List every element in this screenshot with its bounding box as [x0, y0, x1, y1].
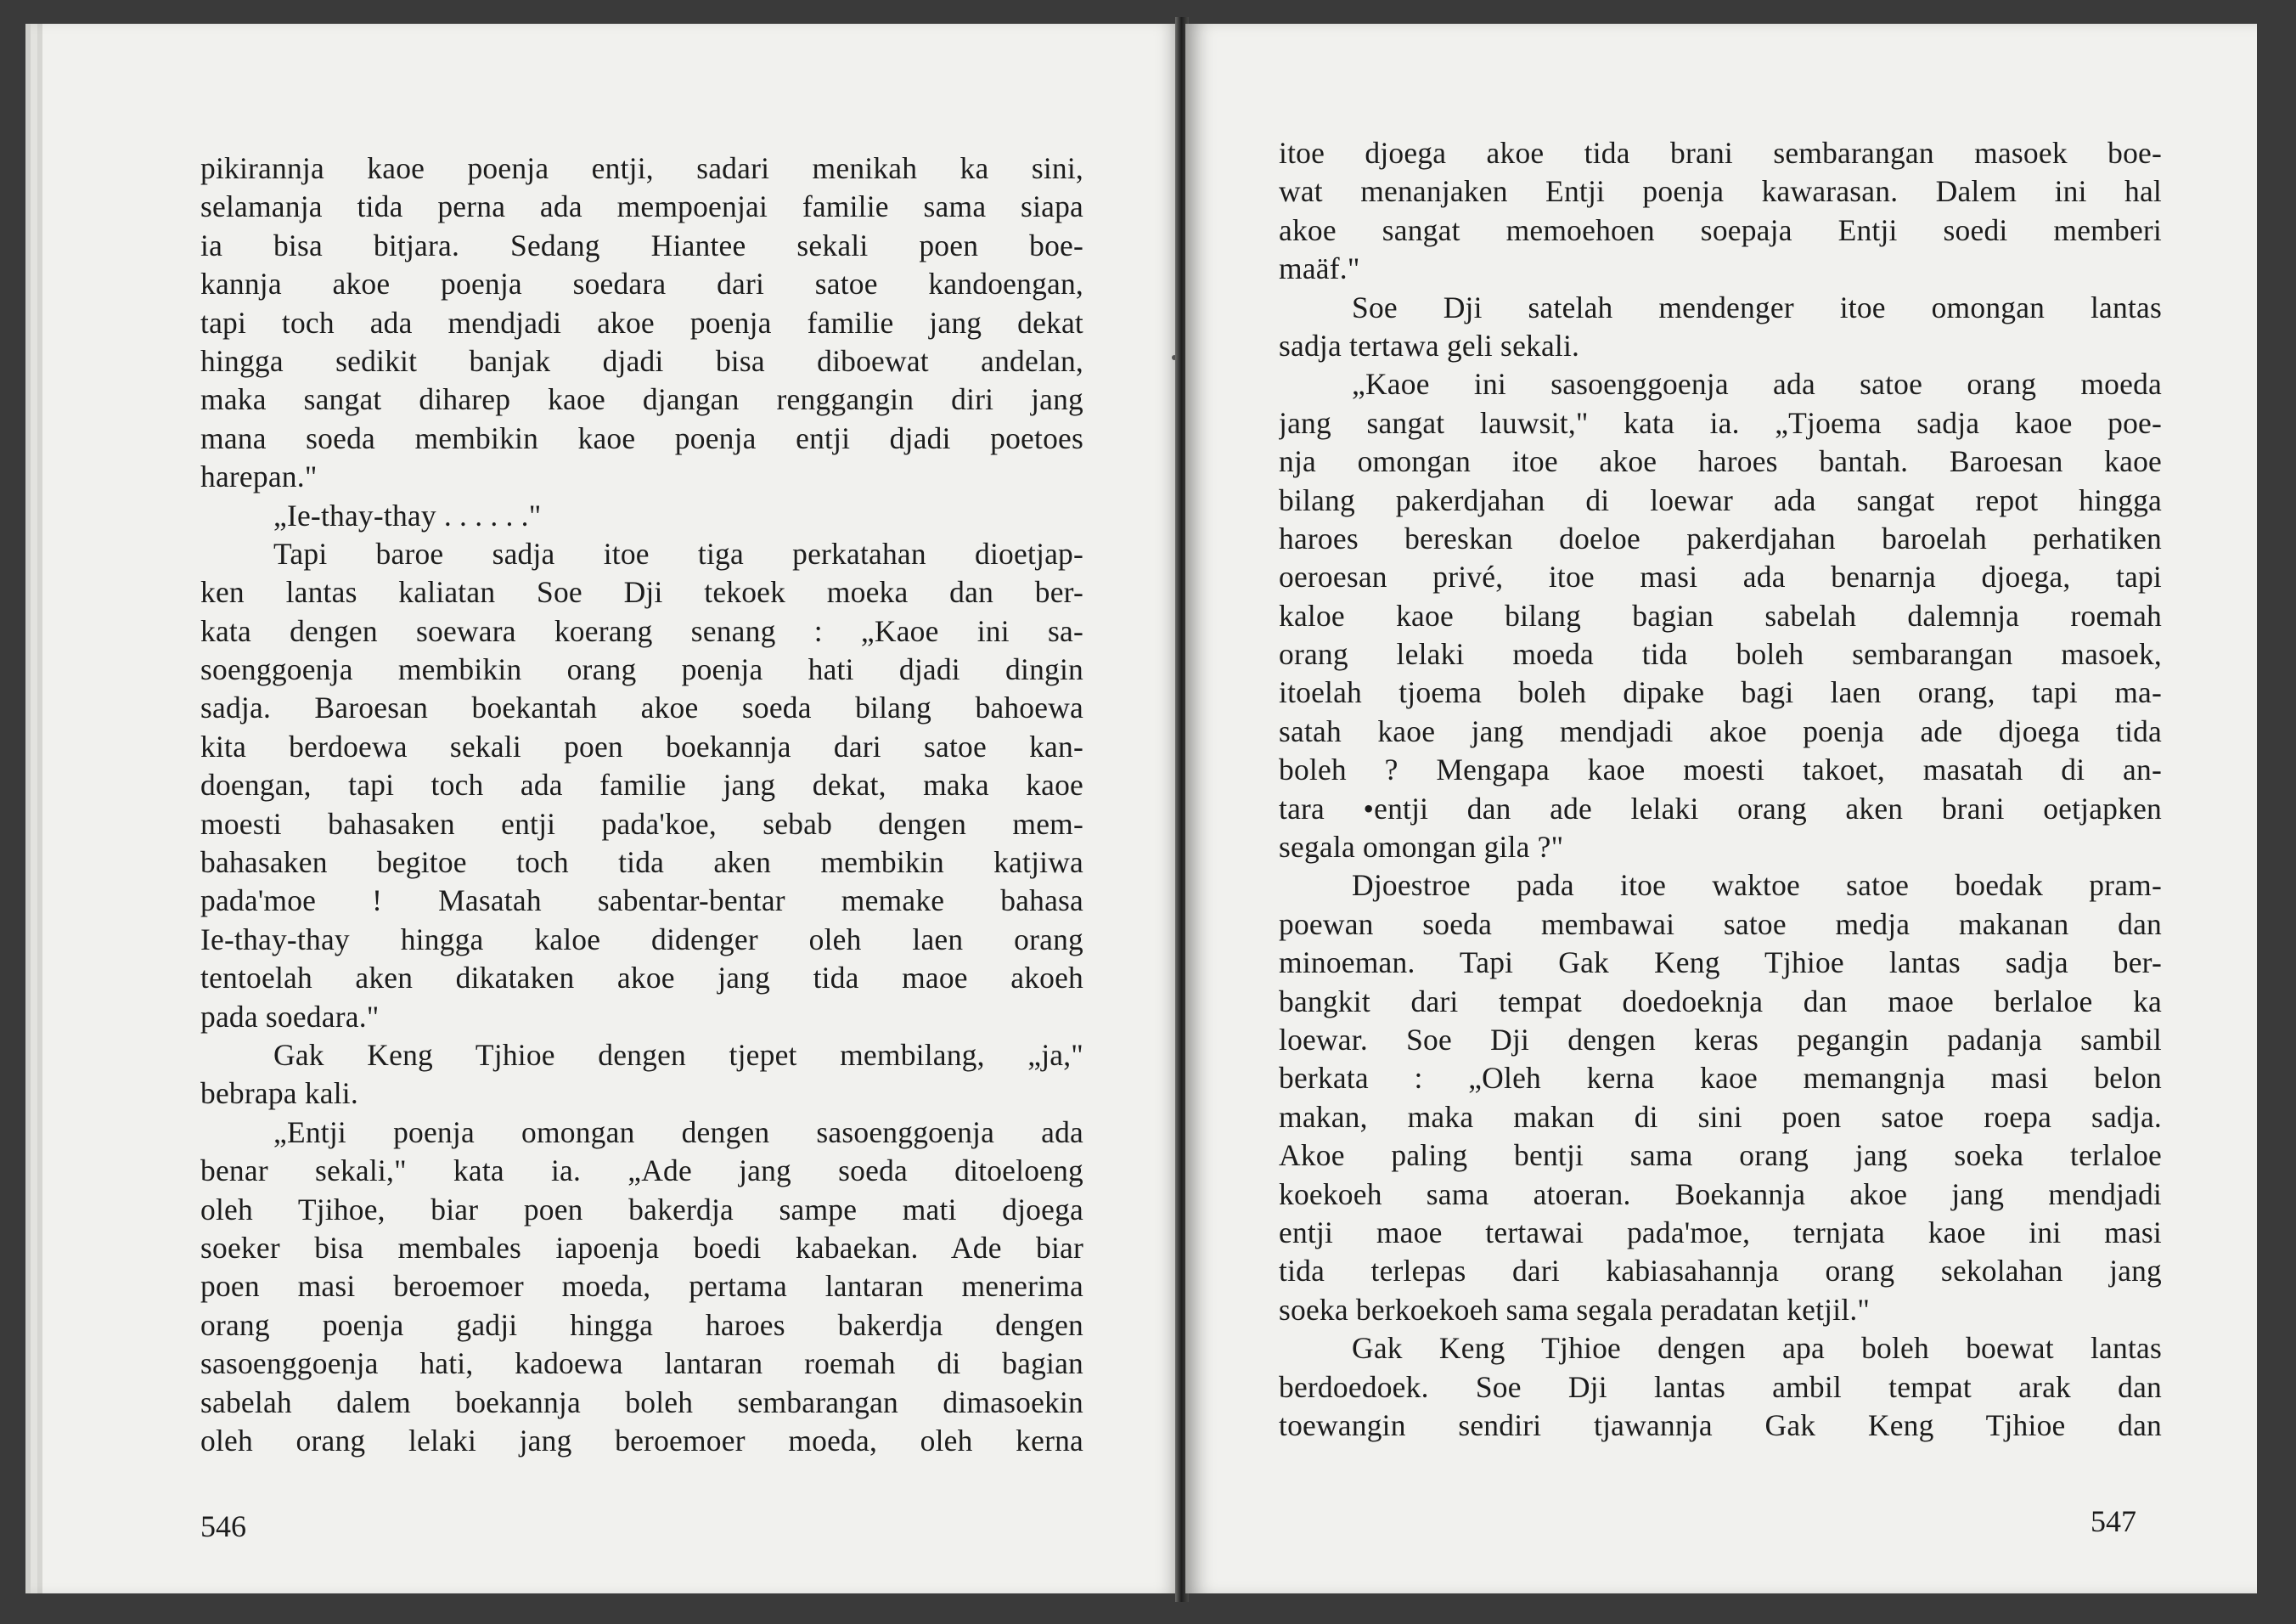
text-line: koekoeh sama atoeran. Boekannja akoe jang mendjadi	[1279, 1176, 2162, 1211]
text-line: „Ie-thay-thay . . . . . ."	[273, 498, 542, 533]
text-line: harepan."	[200, 460, 318, 494]
text-line: Tapi baroe sadja itoe tiga perkatahan dioetjap-	[273, 536, 1083, 571]
text-line: Akoe paling bentji sama orang jang soeka terlaloe	[1279, 1138, 2162, 1173]
text-line: minoeman. Tapi Gak Keng Tjhioe lantas sadja ber-	[1279, 945, 2162, 980]
right-page	[1185, 24, 2257, 1593]
text-line: pada'moe ! Masatah sabentar-bentar memake bahasa	[200, 883, 1083, 918]
text-line: tapi toch ada mendjadi akoe poenja familie jang dekat	[200, 305, 1083, 340]
text-line: tara •entji dan ade lelaki orang aken brani oetjapken	[1279, 791, 2162, 826]
text-line: Ie-thay-thay hingga kaloe didenger oleh laen orang	[200, 922, 1083, 956]
text-line: maäf."	[1279, 251, 1360, 286]
text-line: bahasaken begitoe toch tida aken membikin katjiwa	[200, 845, 1083, 880]
text-line: haroes bereskan doeloe pakerdjahan baroelah perhatiken	[1279, 521, 2162, 555]
text-line: ia bisa bitjara. Sedang Hiantee sekali poen boe-	[200, 228, 1083, 262]
right-page-number: 547	[2091, 1504, 2136, 1538]
text-line: bebrapa kali.	[200, 1076, 358, 1111]
text-line: „Kaoe ini sasoenggoenja ada satoe orang moeda	[1352, 367, 2162, 402]
text-line: tida terlepas dari kabiasahannja orang sekolahan jang	[1279, 1254, 2162, 1288]
text-line: selamanja tida perna ada mempoenjai familie sama siapa	[200, 189, 1083, 224]
text-line: boleh ? Mengapa kaoe moesti takoet, masatah di an-	[1279, 753, 2162, 787]
text-line: moesti bahasaken entji pada'koe, sebab dengen mem-	[200, 806, 1083, 841]
text-line: sadja tertawa geli sekali.	[1279, 328, 1580, 363]
text-line: jang sangat lauwsit," kata ia. „Tjoema sadja kaoe poe-	[1279, 405, 2162, 440]
text-line: oleh Tjihoe, biar poen bakerdja sampe mati djoega	[200, 1192, 1083, 1226]
text-line: satah kaoe jang mendjadi akoe poenja ade djoega tida	[1279, 713, 2162, 748]
text-line: soeker bisa membales iapoenja boedi kabaekan. Ade biar	[200, 1230, 1083, 1265]
text-line: Gak Keng Tjhioe dengen apa boleh boewat lantas	[1352, 1331, 2162, 1366]
text-line: tentoelah aken dikataken akoe jang tida maoe akoeh	[200, 961, 1083, 995]
text-line: toewangin sendiri tjawannja Gak Keng Tjhioe dan	[1279, 1407, 2162, 1442]
text-line: berdoedoek. Soe Dji lantas ambil tempat arak dan	[1279, 1369, 2162, 1404]
text-line: wat menanjaken Entji poenja kawarasan. Dalem ini hal	[1279, 174, 2162, 209]
text-line: entji maoe tertawai pada'moe, ternjata kaoe ini masi	[1279, 1215, 2162, 1249]
text-line: oleh orang lelaki jang beroemoer moeda, oleh kerna	[200, 1423, 1083, 1458]
text-line: pada soedara."	[200, 999, 380, 1034]
right-page-body	[1279, 134, 2162, 1445]
left-page-number: 546	[200, 1509, 246, 1543]
text-line: kaloe kaoe bilang bagian sabelah dalemnja roemah	[1279, 598, 2162, 633]
text-line: ken lantas kaliatan Soe Dji tekoek moeka dan ber-	[200, 575, 1083, 610]
text-line: „Entji poenja omongan dengen sasoenggoenja ada	[273, 1114, 1083, 1149]
text-line: makan, maka makan di sini poen satoe roepa sadja.	[1279, 1099, 2162, 1134]
text-line: Djoestroe pada itoe waktoe satoe boedak pram-	[1352, 868, 2162, 903]
text-line: loewar. Soe Dji dengen keras pegangin padanja sambil	[1279, 1022, 2162, 1057]
text-line: berkata : „Oleh kerna kaoe memangnja masi belon	[1279, 1061, 2162, 1096]
text-line: sabelah dalem boekannja boleh sembarangan dimasoekin	[200, 1384, 1083, 1419]
text-line: mana soeda membikin kaoe poenja entji djadi poetoes	[200, 420, 1083, 455]
text-line: akoe sangat memoehoen soepaja Entji soedi memberi	[1279, 212, 2162, 247]
text-line: maka sangat diharep kaoe djangan renggangin diri jang	[200, 382, 1083, 417]
text-line: hingga sedikit banjak djadi bisa diboewat andelan,	[200, 343, 1083, 378]
text-line: doengan, tapi toch ada familie jang dekat, maka kaoe	[200, 768, 1083, 803]
text-line: bangkit dari tempat doedoeknja dan maoe berlaloe ka	[1279, 984, 2162, 1018]
left-page	[25, 24, 1180, 1593]
text-line: Soe Dji satelah mendenger itoe omongan lantas	[1352, 290, 2162, 324]
text-line: nja omongan itoe akoe haroes bantah. Baroesan kaoe	[1279, 444, 2162, 479]
text-line: benar sekali," kata ia. „Ade jang soeda ditoeloeng	[200, 1153, 1083, 1188]
text-line: bilang pakerdjahan di loewar ada sangat repot hingga	[1279, 482, 2162, 517]
text-line: poen masi beroemoer moeda, pertama lantaran menerima	[200, 1269, 1083, 1304]
text-line: orang lelaki moeda tida boleh sembarangan masoek,	[1279, 637, 2162, 672]
text-line: pikirannja kaoe poenja entji, sadari menikah ka sini,	[200, 151, 1083, 185]
text-line: poewan soeda membawai satoe medja makanan dan	[1279, 906, 2162, 941]
text-line: kannja akoe poenja soedara dari satoe kandoengan,	[200, 267, 1083, 302]
text-line: itoelah tjoema boleh dipake bagi laen orang, tapi ma-	[1279, 675, 2162, 710]
text-line: soenggoenja membikin orang poenja hati djadi dingin	[200, 652, 1083, 687]
text-line: itoe djoega akoe tida brani sembarangan masoek boe-	[1279, 136, 2162, 170]
text-line: kita berdoewa sekali poen boekannja dari satoe kan-	[200, 729, 1083, 764]
text-line: sasoenggoenja hati, kadoewa lantaran roemah di bagian	[200, 1346, 1083, 1381]
text-line: orang poenja gadji hingga haroes bakerdja dengen	[200, 1307, 1083, 1342]
text-line: kata dengen soewara koerang senang : „Kaoe ini sa-	[200, 613, 1083, 648]
left-page-body	[200, 149, 1083, 1460]
text-line: soeka berkoekoeh sama segala peradatan ketjil."	[1279, 1292, 1871, 1327]
text-line: Gak Keng Tjhioe dengen tjepet membilang, „ja,"	[273, 1037, 1083, 1072]
text-line: segala omongan gila ?"	[1279, 830, 1564, 865]
text-line: oeroesan privé, itoe masi ada benarnja djoega, tapi	[1279, 560, 2162, 595]
text-line: sadja. Baroesan boekantah akoe soeda bilang bahoewa	[200, 691, 1083, 725]
